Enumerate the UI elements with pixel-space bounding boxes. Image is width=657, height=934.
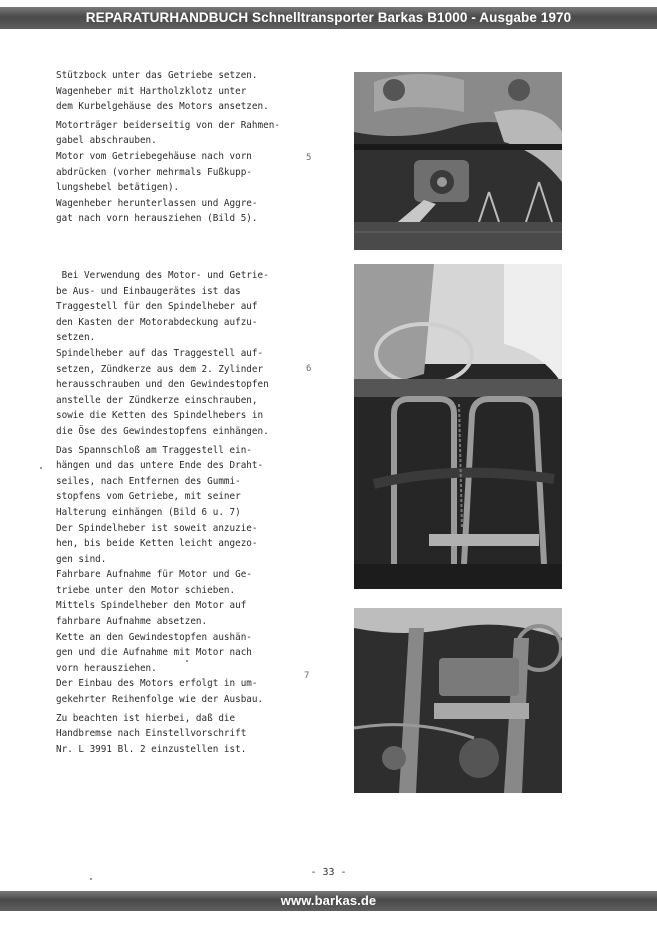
figure-number: 5 [306, 153, 312, 163]
paragraph: Bei Verwendung des Motor- und Getrie- be Aus- und Einbaugerätes ist das Traggestell für den Spindelheber auf den Kasten der Motorabdeckung aufzu- setzen. Spindelheber auf das Traggestell auf- setzen, Zündkerze aus dem 2. Zylinder herausschrauben und den Gewindestopfen anstelle der Zündkerze einschrauben, sowie die Ketten des Spindelhebers in die Öse des Gewindestopfens einhängen. [56, 270, 269, 437]
paragraph: Stützbock unter das Getriebe setzen. Wagenheber mit Hartholzklotz unter dem Kurbelgehäuse des Motors ansetzen. [56, 70, 269, 113]
figure-number: 7 [304, 671, 310, 681]
figure-6-photo [354, 264, 562, 589]
footer-banner [0, 891, 657, 911]
footer-url[interactable]: www.barkas.de [280, 893, 377, 908]
header-banner [0, 7, 657, 29]
text-block-lifting-device [56, 268, 306, 760]
paragraph: Motorträger beiderseitig von der Rahmen- gabel abschrauben. Motor vom Getriebegehäuse nach vorn abdrücken (vorher mehrmals Fußkupp- lungshebel betätigen). Wagenheber herunterlassen und Aggre- gat nach vorn herausziehen (Bild 5). [56, 119, 280, 225]
text-block-removal [56, 68, 306, 230]
figure-7-photo [354, 608, 562, 793]
page-number: - 33 - [310, 867, 347, 878]
paragraph: Zu beachten ist hierbei, daß die Handbremse nach Einstellvorschrift Nr. L 3991 Bl. 2 einzustellen ist. [56, 712, 247, 755]
figure-5-photo [354, 72, 562, 250]
figure-number: 6 [306, 364, 312, 374]
header-title: REPARATURHANDBUCH Schnelltransporter Barkas B1000 - Ausgabe 1970 [85, 10, 572, 25]
paragraph: Das Spannschloß am Traggestell ein- hängen und das untere Ende des Draht- seiles, nach Entfernen des Gummi- stopfens vom Getriebe, mit seiner Halterung einhängen (Bild 6 u. 7) Der Spindelheber ist soweit anzuzie- hen, bis beide Ketten leicht angezo- gen sind. Fahrbare Aufnahme für Motor und Ge- triebe unter den Motor schieben. Mittels Spindelheber den Motor auf fahrbare Aufnahme absetzen. Kette an den Gewindestopfen aushän- gen und die Aufnahme mit Motor nach vorn herausziehen. Der Einbau des Motors erfolgt in um- gekehrter Reihenfolge wie der Ausbau. [56, 444, 264, 706]
